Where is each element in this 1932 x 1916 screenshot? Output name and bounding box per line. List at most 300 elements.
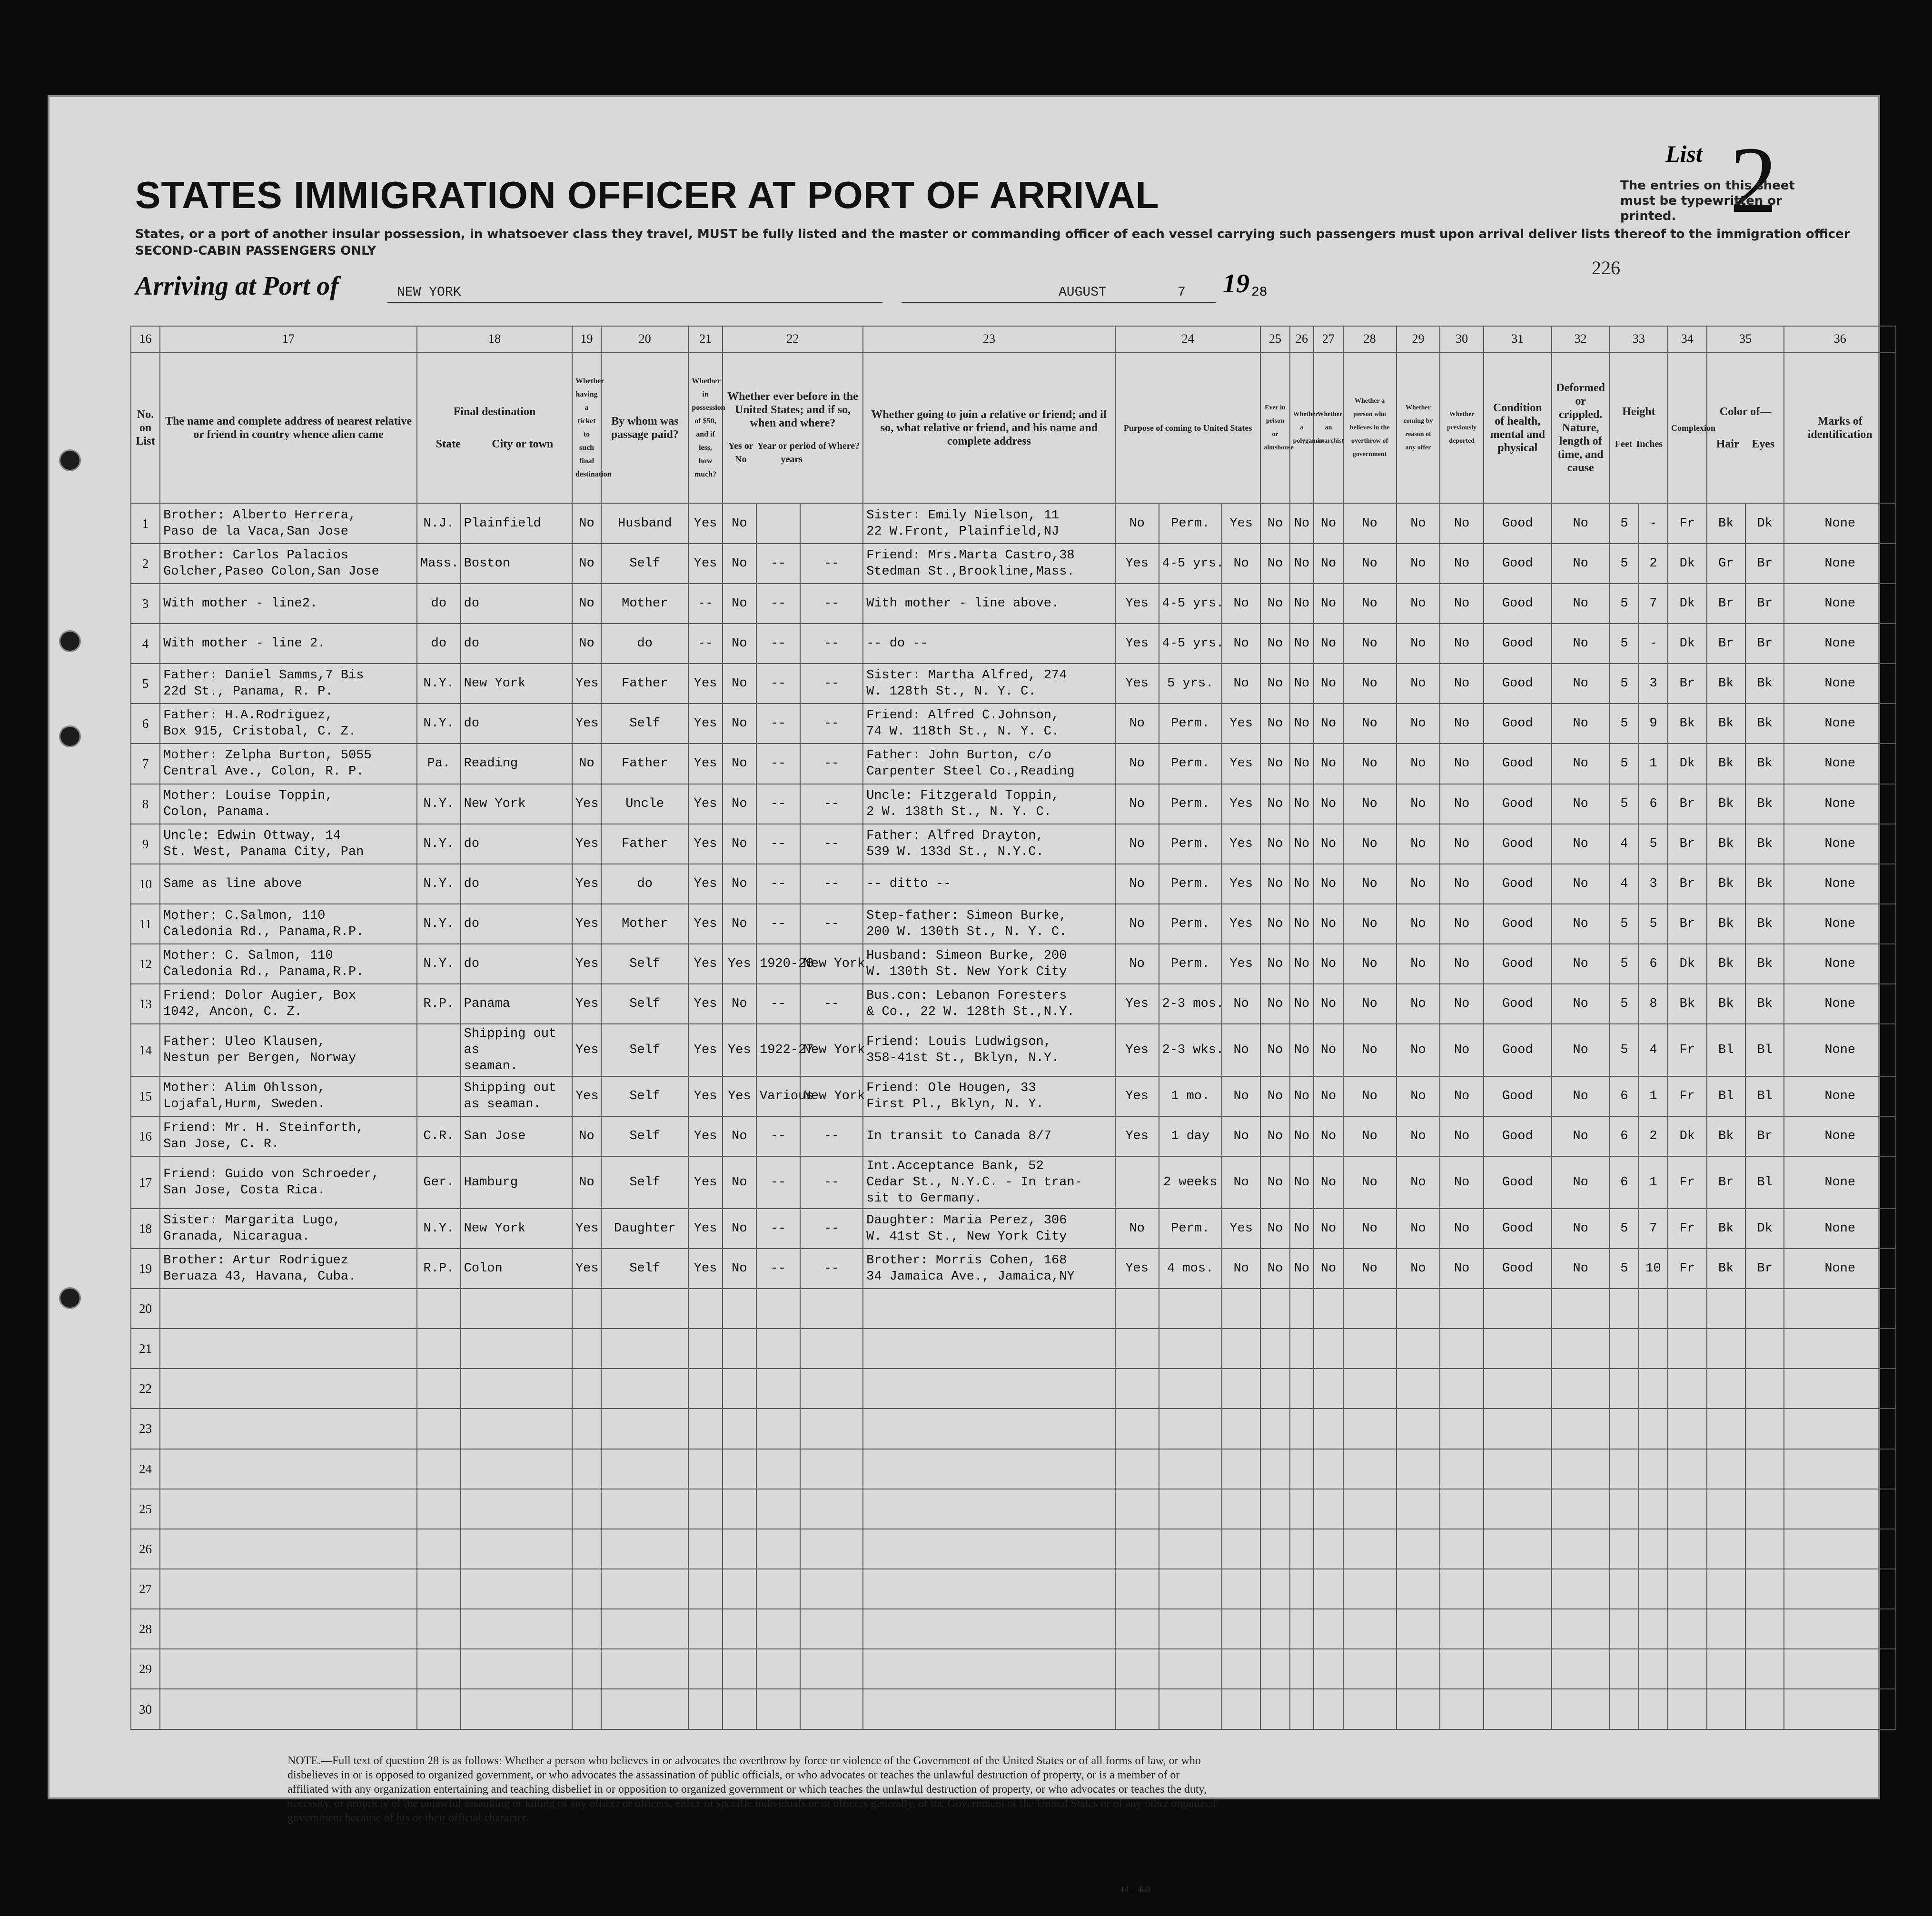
- purpose-cell: Yes: [1115, 624, 1159, 664]
- inches-cell: 3: [1639, 664, 1668, 704]
- empty-cell: [1260, 1569, 1289, 1609]
- city-cell: New York: [461, 1209, 572, 1249]
- empty-cell: [1484, 1289, 1552, 1329]
- empty-cell: [723, 1649, 756, 1689]
- empty-cell: [723, 1489, 756, 1529]
- feet-cell: 5: [1610, 984, 1639, 1024]
- state-cell: N.Y.: [417, 944, 461, 984]
- question-28-cell: No: [1343, 1076, 1397, 1116]
- ticket-cell: Yes: [572, 864, 601, 904]
- deformed-cell: No: [1552, 704, 1610, 744]
- empty-cell: [461, 1449, 572, 1489]
- empty-cell: [1784, 1609, 1896, 1649]
- years-cell: --: [756, 1249, 800, 1289]
- table-row: [131, 744, 1896, 784]
- intend-citizen-cell: Yes: [1222, 1209, 1261, 1249]
- marks-cell: None: [1784, 624, 1896, 664]
- marks-cell: None: [1784, 704, 1896, 744]
- city-cell: do: [461, 584, 572, 624]
- intend-citizen-cell: Yes: [1222, 904, 1261, 944]
- empty-cell: [1552, 1449, 1610, 1489]
- row-number: 11: [131, 904, 160, 944]
- manifest-table: [130, 326, 1896, 1730]
- purpose-cell: [1115, 1156, 1159, 1208]
- polygamist-cell: No: [1290, 1249, 1314, 1289]
- paid-by-cell: Self: [601, 1116, 688, 1156]
- years-cell: --: [756, 664, 800, 704]
- empty-cell: [1159, 1369, 1222, 1409]
- eyes-cell: Br: [1745, 584, 1784, 624]
- deported-cell: No: [1440, 1024, 1484, 1076]
- table-row: [131, 1249, 1896, 1289]
- empty-cell: [688, 1689, 722, 1729]
- complexion-cell: Dk: [1668, 1116, 1706, 1156]
- where-cell: --: [800, 1156, 863, 1208]
- empty-cell: [1115, 1569, 1159, 1609]
- anarchist-cell: No: [1314, 744, 1343, 784]
- empty-cell: [1290, 1689, 1314, 1729]
- complexion-cell: Bk: [1668, 984, 1706, 1024]
- eyes-cell: Dk: [1745, 503, 1784, 543]
- empty-cell: [1343, 1489, 1397, 1529]
- marks-cell: None: [1784, 1209, 1896, 1249]
- health-cell: Good: [1484, 584, 1552, 624]
- col-number: 21: [688, 326, 722, 352]
- polygamist-cell: No: [1290, 544, 1314, 584]
- length-of-stay-cell: 2-3 wks.: [1159, 1024, 1222, 1076]
- empty-cell: [1440, 1689, 1484, 1729]
- deformed-cell: No: [1552, 864, 1610, 904]
- joining-cell: Husband: Simeon Burke, 200 W. 130th St. New York City: [863, 944, 1115, 984]
- before-cell: Yes: [723, 1024, 756, 1076]
- anarchist-cell: No: [1314, 1024, 1343, 1076]
- purpose-cell: No: [1115, 864, 1159, 904]
- row-number: 1: [131, 503, 160, 543]
- length-of-stay-cell: 4-5 yrs.: [1159, 624, 1222, 664]
- empty-cell: [1314, 1649, 1343, 1689]
- empty-cell: [1222, 1289, 1261, 1329]
- empty-cell: [800, 1689, 863, 1729]
- empty-cell: [1639, 1689, 1668, 1729]
- polygamist-cell: No: [1290, 984, 1314, 1024]
- years-cell: --: [756, 744, 800, 784]
- header-relative: The name and complete address of nearest relative or friend in country whence alien came: [160, 352, 417, 504]
- years-cell: --: [756, 1209, 800, 1249]
- marks-cell: None: [1784, 664, 1896, 704]
- feet-cell: 6: [1610, 1156, 1639, 1208]
- health-cell: Good: [1484, 664, 1552, 704]
- question-28-cell: No: [1343, 1156, 1397, 1208]
- empty-cell: [1668, 1369, 1706, 1409]
- prison-cell: No: [1260, 1209, 1289, 1249]
- complexion-cell: Br: [1668, 824, 1706, 864]
- health-cell: Good: [1484, 864, 1552, 904]
- offer-cell: No: [1397, 784, 1440, 824]
- hair-cell: Bk: [1707, 984, 1745, 1024]
- complexion-cell: Dk: [1668, 624, 1706, 664]
- inches-cell: 4: [1639, 1024, 1668, 1076]
- health-cell: Good: [1484, 824, 1552, 864]
- empty-cell: [1115, 1489, 1159, 1529]
- empty-cell: [800, 1329, 863, 1369]
- empty-cell: [417, 1569, 461, 1609]
- purpose-cell: No: [1115, 824, 1159, 864]
- city-cell: Shipping out as seaman.: [461, 1076, 572, 1116]
- table-row: [131, 904, 1896, 944]
- feet-cell: 5: [1610, 624, 1639, 664]
- empty-cell: [1115, 1409, 1159, 1449]
- empty-cell: [1290, 1609, 1314, 1649]
- joining-cell: -- ditto --: [863, 864, 1115, 904]
- purpose-cell: No: [1115, 704, 1159, 744]
- empty-cell: [688, 1569, 722, 1609]
- hair-cell: Bk: [1707, 784, 1745, 824]
- empty-cell: [1552, 1569, 1610, 1609]
- question-28-cell: No: [1343, 784, 1397, 824]
- empty-cell: [1639, 1289, 1668, 1329]
- deported-cell: No: [1440, 624, 1484, 664]
- empty-cell: [417, 1489, 461, 1529]
- years-cell: --: [756, 824, 800, 864]
- table-row: [131, 984, 1896, 1024]
- city-cell: Panama: [461, 984, 572, 1024]
- row-number: 12: [131, 944, 160, 984]
- relative-cell: With mother - line2.: [160, 584, 417, 624]
- empty-cell: [1159, 1649, 1222, 1689]
- feet-cell: 5: [1610, 784, 1639, 824]
- intend-citizen-cell: Yes: [1222, 784, 1261, 824]
- health-cell: Good: [1484, 544, 1552, 584]
- before-cell: No: [723, 784, 756, 824]
- city-cell: do: [461, 704, 572, 744]
- empty-cell: [160, 1409, 417, 1449]
- empty-cell: [1784, 1409, 1896, 1449]
- offer-cell: No: [1397, 1249, 1440, 1289]
- state-cell: C.R.: [417, 1116, 461, 1156]
- money-cell: Yes: [688, 784, 722, 824]
- header-ever-before-label: Whether ever before in the United States; and if so, when and where?: [727, 390, 858, 429]
- empty-cell: [160, 1289, 417, 1329]
- purpose-cell: No: [1115, 904, 1159, 944]
- header-feet: Feet: [1615, 438, 1633, 449]
- marks-cell: None: [1784, 864, 1896, 904]
- empty-cell: [863, 1609, 1115, 1649]
- empty-cell: [800, 1369, 863, 1409]
- paid-by-cell: Self: [601, 1156, 688, 1208]
- empty-cell: [1610, 1409, 1639, 1449]
- empty-cell: [1314, 1569, 1343, 1609]
- col-number: 36: [1784, 326, 1896, 352]
- footnote-question-28: NOTE.—Full text of question 28 is as follows: Whether a person who believes in or advocates the overthrow by force or violence of the Government of the United States or of all forms of law, or who disbelieves in or is opposed to organized government, or who advocates the assassination of public officials, or who advocates or teaches the unlawful destruction of property, or is a member of or affiliated with any organization entertaining and teaching disbelief in or opposition to organized government or which teaches the unlawful destruction of property, or who advocates or teaches the duty, necessity, or propriety of the unlawful assaulting or killing of any officer or officers, either of specific individuals or of officers generally, of the Government of the United States or of any other organized government because of his or their official character.: [287, 1755, 1216, 1824]
- date-year-prefix: 19: [1223, 269, 1249, 298]
- hair-cell: Bk: [1707, 904, 1745, 944]
- empty-cell: [723, 1369, 756, 1409]
- marks-cell: None: [1784, 1249, 1896, 1289]
- empty-cell: [1159, 1569, 1222, 1609]
- before-cell: No: [723, 503, 756, 543]
- empty-cell: [1668, 1689, 1706, 1729]
- empty-cell: [1668, 1529, 1706, 1569]
- empty-cell: [601, 1409, 688, 1449]
- empty-cell: [601, 1289, 688, 1329]
- question-28-cell: No: [1343, 944, 1397, 984]
- empty-cell: [1343, 1329, 1397, 1369]
- question-28-cell: No: [1343, 503, 1397, 543]
- empty-cell: [572, 1289, 601, 1329]
- header-no-on-list: No. on List: [131, 352, 160, 504]
- eyes-cell: Bl: [1745, 1024, 1784, 1076]
- years-cell: --: [756, 864, 800, 904]
- empty-cell: [1260, 1369, 1289, 1409]
- joining-cell: Uncle: Fitzgerald Toppin, 2 W. 138th St., N. Y. C.: [863, 784, 1115, 824]
- ticket-cell: Yes: [572, 1209, 601, 1249]
- empty-cell: [1314, 1409, 1343, 1449]
- deported-cell: No: [1440, 744, 1484, 784]
- empty-cell: [1290, 1409, 1314, 1449]
- eyes-cell: Bk: [1745, 904, 1784, 944]
- before-cell: No: [723, 824, 756, 864]
- feet-cell: 5: [1610, 744, 1639, 784]
- prison-cell: No: [1260, 824, 1289, 864]
- row-number: 28: [131, 1609, 160, 1649]
- city-cell: New York: [461, 784, 572, 824]
- port-underline: [387, 302, 882, 303]
- deported-cell: No: [1440, 503, 1484, 543]
- empty-cell: [1668, 1609, 1706, 1649]
- empty-cell: [723, 1569, 756, 1609]
- empty-cell: [601, 1529, 688, 1569]
- relative-cell: Friend: Dolor Augier, Box 1042, Ancon, C. Z.: [160, 984, 417, 1024]
- empty-cell: [800, 1649, 863, 1689]
- empty-cell: [1707, 1369, 1745, 1409]
- intend-citizen-cell: Yes: [1222, 503, 1261, 543]
- paid-by-cell: Husband: [601, 503, 688, 543]
- empty-cell: [1784, 1569, 1896, 1609]
- health-cell: Good: [1484, 503, 1552, 543]
- empty-cell: [1552, 1529, 1610, 1569]
- purpose-cell: No: [1115, 944, 1159, 984]
- before-cell: No: [723, 624, 756, 664]
- purpose-cell: Yes: [1115, 544, 1159, 584]
- state-cell: N.Y.: [417, 864, 461, 904]
- column-header-row: [131, 352, 1896, 504]
- anarchist-cell: No: [1314, 1116, 1343, 1156]
- money-cell: Yes: [688, 944, 722, 984]
- health-cell: Good: [1484, 1076, 1552, 1116]
- length-of-stay-cell: 2 weeks: [1159, 1156, 1222, 1208]
- empty-cell: [688, 1369, 722, 1409]
- empty-cell: [1552, 1369, 1610, 1409]
- years-cell: --: [756, 1116, 800, 1156]
- state-cell: do: [417, 624, 461, 664]
- empty-row: [131, 1289, 1896, 1329]
- offer-cell: No: [1397, 1076, 1440, 1116]
- hair-cell: Bl: [1707, 1076, 1745, 1116]
- manifest-sheet: [48, 95, 1880, 1894]
- deported-cell: No: [1440, 784, 1484, 824]
- column-number-row: [131, 326, 1896, 352]
- before-cell: No: [723, 1249, 756, 1289]
- empty-cell: [1440, 1329, 1484, 1369]
- money-cell: Yes: [688, 744, 722, 784]
- anarchist-cell: No: [1314, 824, 1343, 864]
- row-number: 7: [131, 744, 160, 784]
- header-anarchist: Whether an anarchist: [1314, 352, 1343, 504]
- arriving-label: Arriving at Port of: [135, 271, 339, 301]
- empty-cell: [756, 1689, 800, 1729]
- empty-cell: [1440, 1529, 1484, 1569]
- empty-cell: [1222, 1649, 1261, 1689]
- empty-row: [131, 1529, 1896, 1569]
- deformed-cell: No: [1552, 1249, 1610, 1289]
- polygamist-cell: No: [1290, 1116, 1314, 1156]
- col-number: 30: [1440, 326, 1484, 352]
- deformed-cell: No: [1552, 744, 1610, 784]
- empty-cell: [800, 1569, 863, 1609]
- empty-cell: [1343, 1609, 1397, 1649]
- table-row: [131, 944, 1896, 984]
- length-of-stay-cell: Perm.: [1159, 704, 1222, 744]
- empty-cell: [417, 1689, 461, 1729]
- eyes-cell: Bl: [1745, 1156, 1784, 1208]
- hair-cell: Bk: [1707, 1249, 1745, 1289]
- empty-cell: [417, 1289, 461, 1329]
- empty-cell: [1707, 1649, 1745, 1689]
- anarchist-cell: No: [1314, 944, 1343, 984]
- empty-cell: [1610, 1609, 1639, 1649]
- paid-by-cell: Father: [601, 744, 688, 784]
- offer-cell: No: [1397, 584, 1440, 624]
- city-cell: do: [461, 904, 572, 944]
- header-where: Where?: [827, 440, 860, 451]
- years-cell: 1922-27: [756, 1024, 800, 1076]
- hair-cell: Bl: [1707, 1024, 1745, 1076]
- empty-cell: [1343, 1449, 1397, 1489]
- empty-cell: [756, 1449, 800, 1489]
- relative-cell: Uncle: Edwin Ottway, 14 St. West, Panama City, Pan: [160, 824, 417, 864]
- empty-cell: [1115, 1649, 1159, 1689]
- empty-cell: [1707, 1409, 1745, 1449]
- feet-cell: 5: [1610, 944, 1639, 984]
- purpose-cell: Yes: [1115, 664, 1159, 704]
- empty-cell: [160, 1489, 417, 1529]
- relative-cell: Mother: Louise Toppin, Colon, Panama.: [160, 784, 417, 824]
- empty-cell: [601, 1689, 688, 1729]
- empty-cell: [1260, 1649, 1289, 1689]
- empty-cell: [160, 1569, 417, 1609]
- empty-cell: [1639, 1569, 1668, 1609]
- empty-cell: [601, 1329, 688, 1369]
- where-cell: --: [800, 984, 863, 1024]
- intend-citizen-cell: No: [1222, 664, 1261, 704]
- purpose-cell: Yes: [1115, 1249, 1159, 1289]
- feet-cell: 4: [1610, 864, 1639, 904]
- prison-cell: No: [1260, 503, 1289, 543]
- row-number: 5: [131, 664, 160, 704]
- empty-cell: [1552, 1289, 1610, 1329]
- row-number: 24: [131, 1449, 160, 1489]
- empty-cell: [601, 1489, 688, 1529]
- empty-cell: [1397, 1369, 1440, 1409]
- intend-citizen-cell: No: [1222, 584, 1261, 624]
- where-cell: --: [800, 664, 863, 704]
- empty-cell: [800, 1449, 863, 1489]
- hair-cell: Bk: [1707, 1116, 1745, 1156]
- empty-cell: [756, 1649, 800, 1689]
- header-question-28: Whether a person who believes in the overthrow of government: [1343, 352, 1397, 504]
- empty-cell: [1484, 1329, 1552, 1369]
- marks-cell: None: [1784, 584, 1896, 624]
- empty-row: [131, 1489, 1896, 1529]
- joining-cell: Friend: Alfred C.Johnson, 74 W. 118th St., N. Y. C.: [863, 704, 1115, 744]
- col-number: 26: [1290, 326, 1314, 352]
- complexion-cell: Br: [1668, 664, 1706, 704]
- money-cell: --: [688, 584, 722, 624]
- purpose-cell: Yes: [1115, 1024, 1159, 1076]
- empty-cell: [1290, 1569, 1314, 1609]
- empty-cell: [461, 1409, 572, 1449]
- money-cell: Yes: [688, 704, 722, 744]
- empty-cell: [1397, 1609, 1440, 1649]
- header-inches: Inches: [1636, 438, 1663, 449]
- empty-cell: [1222, 1329, 1261, 1369]
- paid-by-cell: Self: [601, 1024, 688, 1076]
- header-final-destination: [417, 352, 572, 504]
- offer-cell: No: [1397, 1024, 1440, 1076]
- header-yes-no: Yes or No: [728, 440, 753, 465]
- row-number: 9: [131, 824, 160, 864]
- length-of-stay-cell: Perm.: [1159, 824, 1222, 864]
- deformed-cell: No: [1552, 984, 1610, 1024]
- marks-cell: None: [1784, 744, 1896, 784]
- empty-cell: [1314, 1609, 1343, 1649]
- anarchist-cell: No: [1314, 904, 1343, 944]
- empty-cell: [1222, 1409, 1261, 1449]
- state-cell: do: [417, 584, 461, 624]
- where-cell: --: [800, 584, 863, 624]
- deported-cell: No: [1440, 1249, 1484, 1289]
- paid-by-cell: Self: [601, 984, 688, 1024]
- prison-cell: No: [1260, 864, 1289, 904]
- where-cell: --: [800, 784, 863, 824]
- ticket-cell: No: [572, 1156, 601, 1208]
- money-cell: Yes: [688, 1024, 722, 1076]
- empty-cell: [1440, 1489, 1484, 1529]
- empty-cell: [1260, 1689, 1289, 1729]
- deformed-cell: No: [1552, 503, 1610, 543]
- ticket-cell: No: [572, 624, 601, 664]
- row-number: 4: [131, 624, 160, 664]
- years-cell: --: [756, 704, 800, 744]
- health-cell: Good: [1484, 1116, 1552, 1156]
- feet-cell: 6: [1610, 1116, 1639, 1156]
- empty-cell: [160, 1529, 417, 1569]
- anarchist-cell: No: [1314, 984, 1343, 1024]
- empty-cell: [800, 1289, 863, 1329]
- relative-cell: Friend: Guido von Schroeder, San Jose, Costa Rica.: [160, 1156, 417, 1208]
- marks-cell: None: [1784, 1024, 1896, 1076]
- empty-cell: [1707, 1329, 1745, 1369]
- polygamist-cell: No: [1290, 784, 1314, 824]
- empty-cell: [1639, 1489, 1668, 1529]
- col-number: 34: [1668, 326, 1706, 352]
- empty-cell: [1784, 1369, 1896, 1409]
- deformed-cell: No: [1552, 544, 1610, 584]
- inches-cell: 7: [1639, 1209, 1668, 1249]
- ticket-cell: Yes: [572, 1076, 601, 1116]
- row-number: 10: [131, 864, 160, 904]
- hair-cell: Bk: [1707, 824, 1745, 864]
